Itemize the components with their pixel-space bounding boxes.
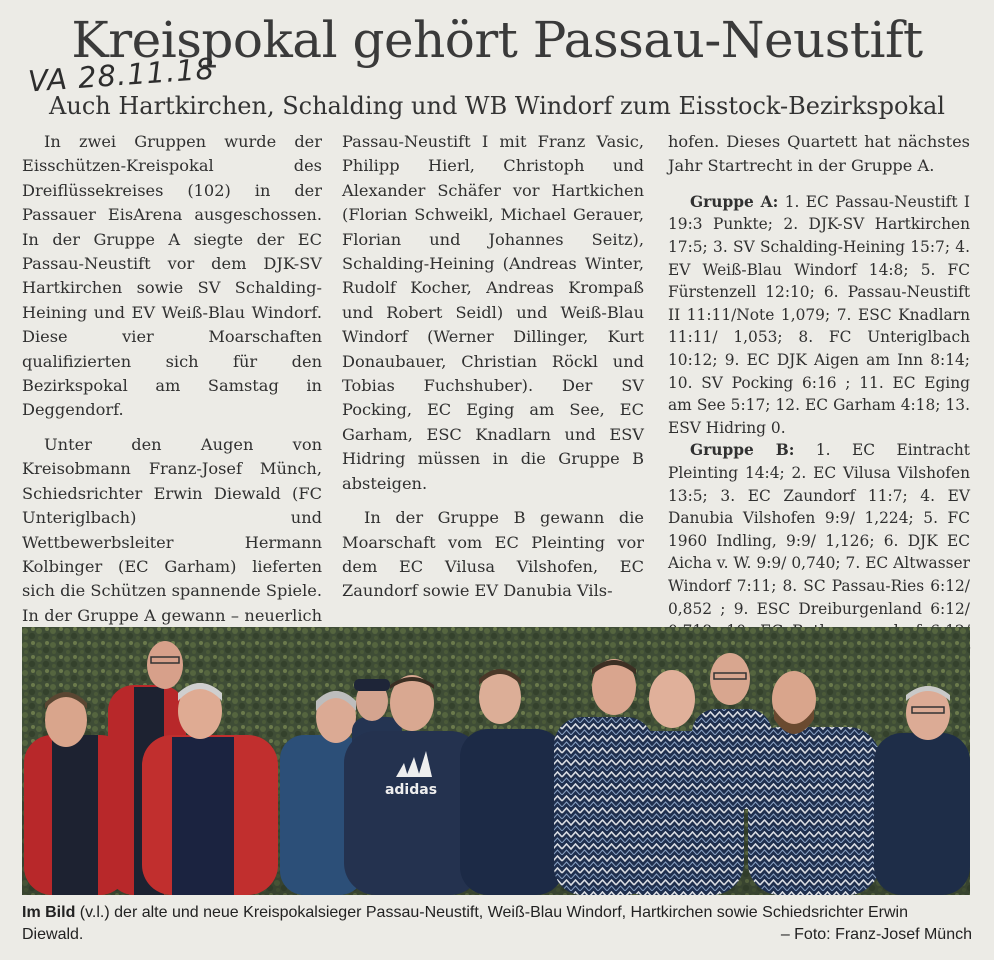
- team-photo: [22, 627, 970, 895]
- handwritten-date: VA 28.11.18: [27, 51, 217, 99]
- column1-paragraph-1: In zwei Gruppen wurde der Eisschützen-Kreispokal des Dreiflüssekreises (102) in der Passauer EisArena ausgeschossen. In der Gruppe A siegte der EC Passau-Neustift vor dem DJK-SV Hartkirchen sowie SV Schalding-Heining und EV Weiß-Blau Windorf. Diese vier Moarschaften qualifizierten sich für den Bezirkspokal am Samstag in Deggendorf.: [22, 132, 322, 420]
- group-b-text: 1. EC Eintracht Pleinting 14:4; 2. EC Vilusa Vilshofen 13:5; 3. EC Zaundorf 11:7; 4. EV Danubia Vilshofen 9:9/ 1,224; 5. FC 1960 Indling, 9:9/ 1,126; 6. DJK EC Aicha v. W. 9:9/ 0,740; 7. EC Altwasser Windorf 7:11; 8. SC Passau-Ries 6:12/ 0,852 ; 9. ESC Dreiburgenland 6:12/: [668, 441, 970, 618]
- group-a-text: 1. EC Passau-Neustift I 19:3 Punkte; 2. DJK-SV Hartkirchen 17:5; 3. SV Schalding-Heining 15:7; 4. EV Weiß-Blau Windorf 14:8; 5. FC Fürstenzell 12:10; 6. Passau-Neustift II 11:11/Note 1,079; 7. ESC Knadlarn 11:11/ 1,053; 8. FC Unteriglbach 10:12; 9. EC DJK Aigen am Inn 8:14; 10. SV Pocking 6:16 ; 11. EC Eging am See 5:17; 12. EC Garham 4:18; 13. ESV Hidring 0.: [668, 192, 970, 437]
- group-a-label: Gruppe A:: [690, 192, 779, 211]
- photo-caption: [22, 902, 972, 946]
- article-column-2: [342, 130, 644, 604]
- caption-lead: Im Bild: [22, 904, 76, 921]
- caption-text: (v.l.) der alte und neue Kreispokalsieger Passau-Neustift, Weiß-Blau Windorf, Hartkirchen sowie Schiedsrichter Erwin Diewald.: [22, 904, 908, 943]
- group-b-label: Gruppe B:: [690, 441, 795, 460]
- subheadline: Auch Hartkirchen, Schalding und WB Windorf zum Eisstock-Bezirkspokal: [49, 92, 945, 120]
- team-photo-illustration: [22, 627, 970, 895]
- article-column-3: [668, 130, 970, 688]
- photo-credit: – Foto: Franz-Josef Münch: [780, 926, 972, 943]
- column2-paragraph-1: Passau-Neustift I mit Franz Vasic, Philipp Hierl, Christoph und Alexander Schäfer vor Hartkichen (Florian Schweikl, Michael Gerauer, Florian und Johannes Seitz), Schalding-Heining (Andreas Winter, Rudolf Kocher, Andreas Krompaß und Robert Seidl) und Weiß-Blau Windorf (Werner Dillinger, Kurt Donaubauer, Christian Röckl und Tobias Fuchshuber). Der SV Pocking, EC Eging am See, EC Garham, ESC Knadlarn und ESV Hidring müssen in die Gruppe B absteigen.: [342, 132, 644, 493]
- article-column-1: [22, 130, 322, 653]
- column3-paragraph-1: hofen. Dieses Quartett hat nächstes Jahr Startrecht in der Gruppe A.: [668, 132, 970, 176]
- column2-paragraph-2: In der Gruppe B gewann die Moarschaft vom EC Pleinting vor dem EC Vilusa Vilshofen, EC Zaundorf sowie EV Danubia Vils-: [342, 508, 644, 601]
- group-a-results: [668, 191, 970, 440]
- column1-paragraph-2: Unter den Augen von Kreisobmann Franz-Josef Münch, Schiedsrichter Erwin Diewald (FC Unteriglbach) und Wettbewerbsleiter Hermann Kolbinger (EC Garham) lieferten sich die Schützen spannende Spiele. In der Gruppe A gewann – neuerlich: [22, 434, 322, 625]
- adidas-logo: adidas: [384, 782, 438, 798]
- headline: Kreispokal gehört Passau-Neustift: [71, 11, 923, 69]
